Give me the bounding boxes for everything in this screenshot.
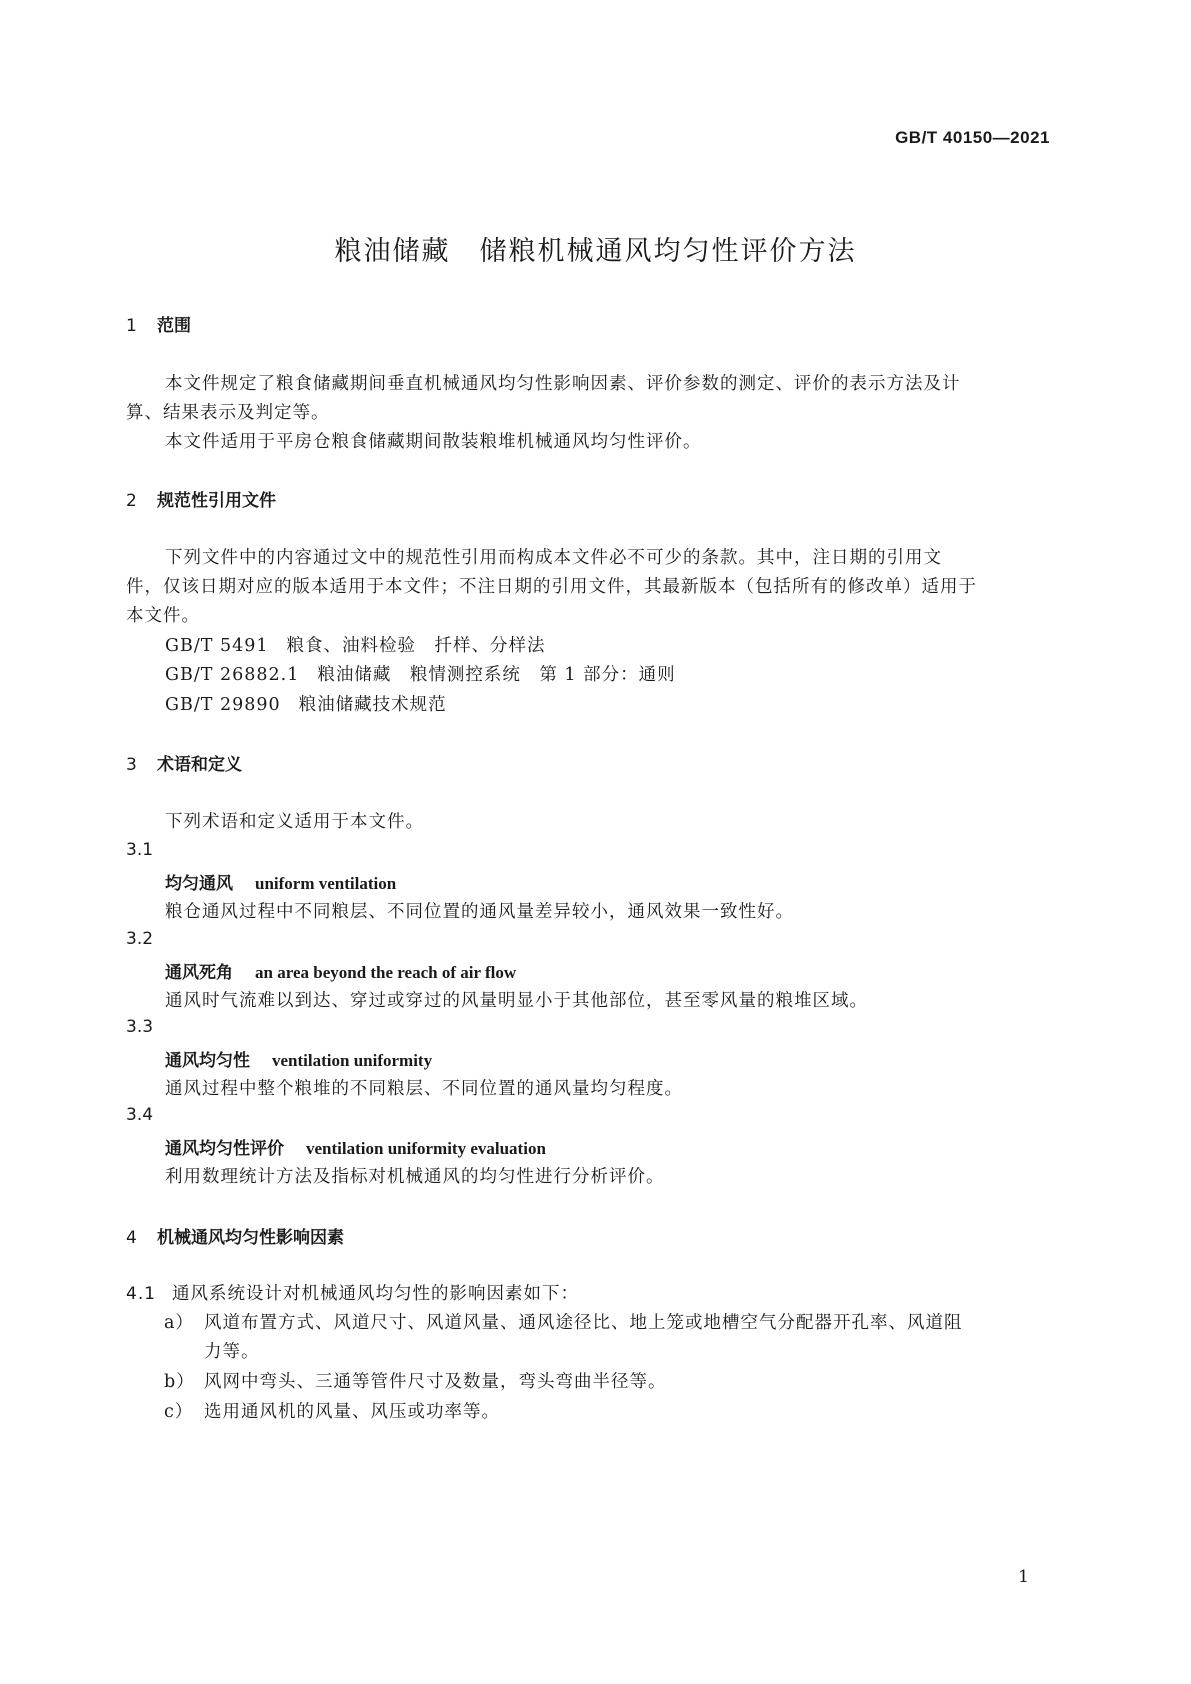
clause-number: 4.1 [126, 1284, 157, 1304]
reference-name: 粮油储藏 粮情测控系统 第 1 部分：通则 [317, 665, 676, 685]
term-en: an area beyond the reach of air flow [255, 963, 517, 982]
term-en: ventilation uniformity [272, 1051, 433, 1070]
list-item [164, 1368, 667, 1393]
term-definition: 粮仓通风过程中不同粮层、不同位置的通风量差异较小，通风效果一致性好。 [165, 902, 794, 922]
term-number: 3.2 [126, 929, 154, 949]
sec1-paragraph-2: 本文件适用于平房仓粮食储藏期间散装粮堆机械通风均匀性评价。 [165, 432, 702, 452]
reference-code: GB/T 29890 [165, 695, 281, 715]
term-en: ventilation uniformity evaluation [306, 1139, 546, 1158]
section-2-heading [126, 486, 276, 511]
standard-code: GB/T 40150—2021 [895, 128, 1050, 147]
reference-name: 粮食、油料检验 扦样、分样法 [286, 636, 546, 656]
term-zh: 通风死角 [165, 963, 233, 983]
clause-text: 通风系统设计对机械通风均匀性的影响因素如下： [172, 1284, 579, 1304]
term-zh: 通风均匀性评价 [165, 1139, 284, 1159]
term-definition: 通风时气流难以到达、穿过或穿过的风量明显小于其他部位，甚至零风量的粮堆区域。 [165, 991, 868, 1011]
section-number: 1 [126, 316, 137, 336]
sec2-paragraph-line-1: 下列文件中的内容通过文中的规范性引用而构成本文件必不可少的条款。其中，注日期的引用文 [165, 548, 942, 568]
sec3-intro: 下列术语和定义适用于本文件。 [165, 812, 424, 832]
section-title: 机械通风均匀性影响因素 [157, 1228, 344, 1248]
sec1-paragraph-1-line-2: 算、结果表示及判定等。 [126, 403, 330, 423]
section-title: 术语和定义 [157, 755, 242, 775]
term-number: 3.3 [126, 1017, 154, 1037]
term-zh: 均匀通风 [165, 874, 233, 894]
term-zh: 通风均匀性 [165, 1051, 250, 1071]
reference-code: GB/T 26882.1 [165, 665, 300, 685]
section-number: 2 [126, 491, 137, 511]
list-item-text: 选用通风机的风量、风压或功率等。 [204, 1402, 500, 1422]
normative-reference [165, 632, 546, 657]
section-title: 范围 [157, 316, 191, 336]
reference-name: 粮油储藏技术规范 [298, 695, 447, 715]
sec1-paragraph-1-line-1: 本文件规定了粮食储藏期间垂直机械通风均匀性影响因素、评价参数的测定、评价的表示方法及计 [165, 374, 961, 394]
list-item-text: 风道布置方式、风道尺寸、风道风量、通风途径比、地上笼或地槽空气分配器开孔率、风道阻 [204, 1313, 963, 1333]
sec2-paragraph-line-2: 件，仅该日期对应的版本适用于本文件；不注日期的引用文件，其最新版本（包括所有的修改单）适用于 [126, 577, 977, 597]
list-marker: b） [164, 1372, 195, 1392]
sec2-paragraph-line-3: 本文件。 [126, 606, 200, 626]
normative-reference [165, 661, 676, 686]
term-number: 3.1 [126, 840, 154, 860]
term-en: uniform ventilation [255, 874, 397, 893]
term-heading [165, 958, 516, 983]
section-number: 3 [126, 755, 137, 775]
list-marker: a） [164, 1313, 194, 1333]
term-heading [165, 869, 396, 894]
section-4-heading [126, 1223, 344, 1248]
normative-reference [165, 691, 447, 716]
list-item [164, 1309, 963, 1334]
reference-code: GB/T 5491 [165, 636, 269, 656]
clause-4-1 [126, 1280, 579, 1305]
term-number: 3.4 [126, 1105, 154, 1125]
section-number: 4 [126, 1228, 137, 1248]
list-marker: c） [164, 1402, 194, 1422]
section-3-heading [126, 750, 242, 775]
document-title: 粮油储藏 储粮机械通风均匀性评价方法 [334, 236, 857, 267]
list-item [164, 1398, 500, 1423]
term-heading [165, 1134, 546, 1159]
section-1-heading [126, 311, 191, 336]
term-heading [165, 1046, 432, 1071]
page-number: 1 [1018, 1567, 1029, 1587]
term-definition: 通风过程中整个粮堆的不同粮层、不同位置的通风量均匀程度。 [165, 1079, 683, 1099]
list-item-text: 风网中弯头、三通等管件尺寸及数量，弯头弯曲半径等。 [204, 1372, 667, 1392]
term-definition: 利用数理统计方法及指标对机械通风的均匀性进行分析评价。 [165, 1167, 665, 1187]
section-title: 规范性引用文件 [157, 491, 276, 511]
list-item-continuation: 力等。 [204, 1342, 260, 1362]
